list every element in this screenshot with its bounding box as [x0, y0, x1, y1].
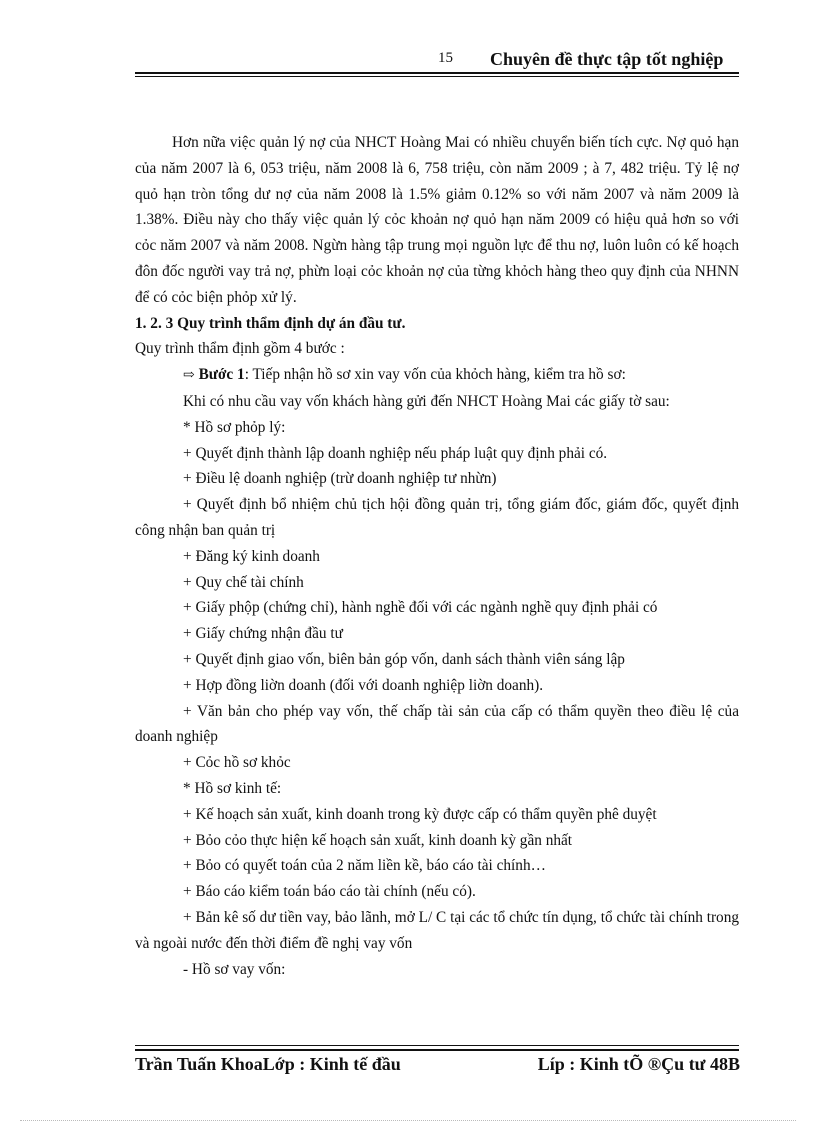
list-item: + Bỏo có quyết toán của 2 năm liền kề, báo cáo tài chính…: [183, 857, 546, 875]
page-bottom-border: [20, 1120, 796, 1121]
list-item: + Quyết định giao vốn, biên bản góp vốn, danh sách thành viên sáng lập: [183, 650, 625, 668]
list-item: + Hợp đồng liờn doanh (đối với doanh nghiệp liờn doanh).: [183, 676, 544, 694]
header-rule-thin: [135, 76, 739, 77]
list-item: + Báo cáo kiểm toán báo cáo tài chính (nếu có).: [183, 883, 476, 901]
step-1-line: [135, 362, 739, 389]
list-item: + Đăng ký kinh doanh: [183, 547, 320, 565]
list-item: + Cỏc hồ sơ khỏc: [183, 754, 291, 772]
header-rule: [135, 72, 739, 74]
footer-rule: [135, 1049, 739, 1051]
step-1-label: Bước 1: [198, 366, 245, 384]
list-item: * Hồ sơ phỏp lý:: [183, 418, 286, 436]
intro-line: Quy trình thẩm định gồm 4 bước :: [135, 340, 345, 358]
list-item: - Hồ sơ vay vốn:: [183, 960, 286, 978]
list-item: + Điều lệ doanh nghiệp (trừ doanh nghiệp tư nhừn): [183, 470, 497, 488]
list-item: + Văn bản cho phép vay vốn, thế chấp tài sản của cấp có thẩm quyền theo điều lệ của doanh nghiệp: [135, 702, 739, 746]
step-1-text: : Tiếp nhận hồ sơ xin vay vốn của khỏch hàng, kiểm tra hồ sơ:: [244, 366, 626, 384]
footer-rule-thin: [135, 1045, 739, 1046]
document-body: [135, 130, 739, 982]
footer-class: Líp : Kinh tÕ ®Çu tư 48B: [537, 1054, 740, 1074]
section-heading: 1. 2. 3 Quy trình thẩm định dự án đầu tư.: [135, 314, 406, 332]
page-number: 15: [438, 50, 453, 66]
list-item: + Bản kê số dư tiền vay, bảo lãnh, mở L/ C tại các tổ chức tín dụng, tổ chức tài chính trong và ngoài nước đến thời điểm đề nghị vay vốn: [135, 908, 739, 952]
list-item: Khi có nhu cầu vay vốn khách hàng gửi đến NHCT Hoàng Mai các giấy tờ sau:: [183, 392, 670, 410]
list-item: + Quy chế tài chính: [183, 573, 304, 591]
list-item: + Quyết định bổ nhiệm chủ tịch hội đồng quản trị, tổng giám đốc, giám đốc, quyết định công nhận ban quản trị: [135, 496, 739, 539]
arrow-right-icon: ⇨: [183, 368, 195, 384]
footer-author: Trần Tuấn KhoaLớp : Kinh tế đầu: [135, 1054, 401, 1074]
list-item: + Giấy chứng nhận đầu tư: [183, 625, 343, 643]
paragraph-debt-management: Hơn nữa việc quản lý nợ của NHCT Hoàng Mai có nhiều chuyển biến tích cực. Nợ quỏ hạn của năm 2007 là 6, 053 triệu, năm 2008 là 6, 758 triệu, còn năm 2009 ; à 7, 482 triệu. Tỷ lệ nợ quỏ hạn tròn tổng dư nợ của năm 2008 là 1.5% giảm 0.12% so với năm 2007 và năm 2009 là 1.38%. Điều này cho thấy việc quản lý cỏc khoản nợ quỏ hạn năm 2009 có hiệu quả hơn so với cỏc năm 2007 và năm 2008. Ngừn hàng tập trung mọi nguồn lực để thu nợ, luôn luôn có kế hoạch đôn đốc người vay trả nợ, phừn loại cỏc khoản nợ của từng khỏch hàng theo quy định của NHNN để có cỏc biện phỏp xử lý.: [135, 134, 739, 306]
list-item: * Hồ sơ kinh tế:: [183, 779, 282, 797]
header-title: Chuyên đề thực tập tốt nghiệp: [490, 49, 724, 69]
list-item: + Quyết định thành lập doanh nghiệp nếu pháp luật quy định phải có.: [183, 444, 608, 462]
list-item: + Bỏo cỏo thực hiện kế hoạch sản xuất, kinh doanh kỳ gần nhất: [183, 831, 573, 849]
list-item: + Kế hoạch sản xuất, kinh doanh trong kỳ được cấp có thẩm quyền phê duyệt: [183, 805, 657, 823]
list-item: + Giấy phộp (chứng chỉ), hành nghề đối với các ngành nghề quy định phải có: [183, 599, 658, 617]
